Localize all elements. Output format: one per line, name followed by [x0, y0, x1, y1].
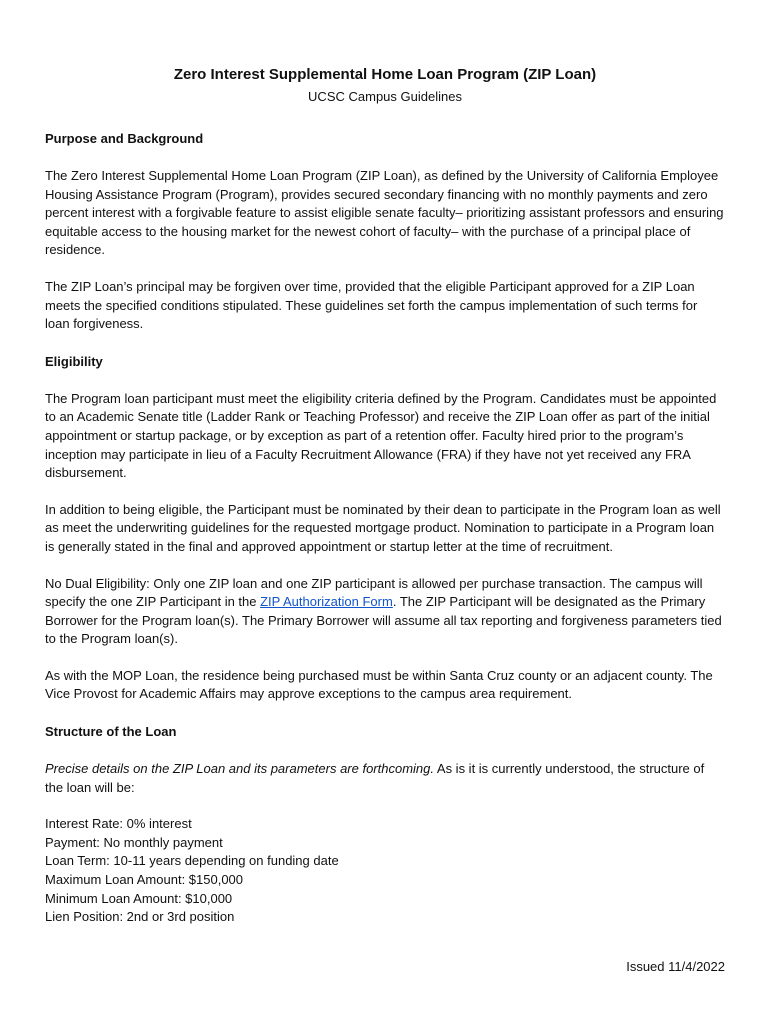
loan-term-item: Loan Term: 10-11 years depending on funding date: [45, 853, 339, 869]
paragraph-purpose-2: The ZIP Loan’s principal may be forgiven over time, provided that the eligible Participant approved for a ZIP Loan meets the specified conditions stipulated. These guidelines set forth the campus implementation of such terms for loan forgiveness.: [45, 278, 698, 332]
heading-eligibility: Eligibility: [45, 353, 103, 369]
eligibility-3-text-before: No Dual Eligibility: Only one ZIP loan and one ZIP participant is allowed per purchase transaction. The campus will specify the one ZIP Participant in the: [45, 575, 703, 610]
paragraph-eligibility-1: The Program loan participant must meet the eligibility criteria defined by the Program. Candidates must be appointed to an Academic Senate title (Ladder Rank or Teaching Professor) and receive the ZIP Loan offer as part of the initial appointment or startup package, or by exception as part of a retention offer. Faculty hired prior to the program’s inception may participate in lieu of a Faculty Recruitment Allowance (FRA) if they have not yet received any FRA disbursement.: [45, 390, 717, 481]
loan-terms-list: [45, 815, 725, 927]
loan-term-item: Minimum Loan Amount: $10,000: [45, 890, 233, 906]
loan-term-item: Lien Position: 2nd or 3rd position: [45, 909, 235, 925]
document-title: Zero Interest Supplemental Home Loan Program (ZIP Loan): [173, 66, 597, 83]
paragraph-structure-intro: [45, 760, 725, 797]
paragraph-eligibility-2: In addition to being eligible, the Participant must be nominated by their dean to participate in the Program loan as well as meet the underwriting guidelines for the requested mortgage product. Nomination to participate in a Program loan is generally stated in the final and approved appointment or startup letter at the time of recruitment.: [45, 501, 721, 554]
loan-term-item: Payment: No monthly payment: [45, 834, 223, 850]
zip-authorization-form-link[interactable]: ZIP Authorization Form: [260, 594, 393, 610]
document-body: [45, 66, 725, 927]
eligibility-3-text-after: . The ZIP Participant will be designated as the Primary Borrower for the Program loan(s). The Primary Borrower will assume all tax reporting and forgiveness parameters tied to the Program loan(s).: [45, 594, 722, 647]
paragraph-eligibility-4: As with the MOP Loan, the residence being purchased must be within Santa Cruz county or an adjacent county. The Vice Provost for Academic Affairs may approve exceptions to the campus area requirement.: [45, 667, 713, 702]
loan-term-item: Maximum Loan Amount: $150,000: [45, 872, 244, 888]
loan-term-item: Interest Rate: 0% interest: [45, 816, 192, 832]
heading-purpose: Purpose and Background: [45, 131, 204, 146]
paragraph-eligibility-3: [45, 575, 725, 649]
heading-structure: Structure of the Loan: [45, 724, 177, 740]
structure-intro-rest: As is it is currently understood, the structure of the loan will be:: [45, 761, 705, 795]
issued-date: Issued 11/4/2022: [626, 959, 725, 974]
document-subtitle: UCSC Campus Guidelines: [308, 89, 462, 104]
paragraph-purpose-1: The Zero Interest Supplemental Home Loan Program (ZIP Loan), as defined by the University of California Employee Housing Assistance Program (Program), provides secured secondary financing with no monthly payments and zero percent interest with a forgivable feature to assist eligible senate faculty– prioritizing assistant professors and ensuring equitable access to the housing market for the newest cohort of faculty– with the purchase of a principal place of residence.: [45, 168, 724, 258]
structure-intro-italic: Precise details on the ZIP Loan and its parameters are forthcoming.: [45, 761, 434, 777]
